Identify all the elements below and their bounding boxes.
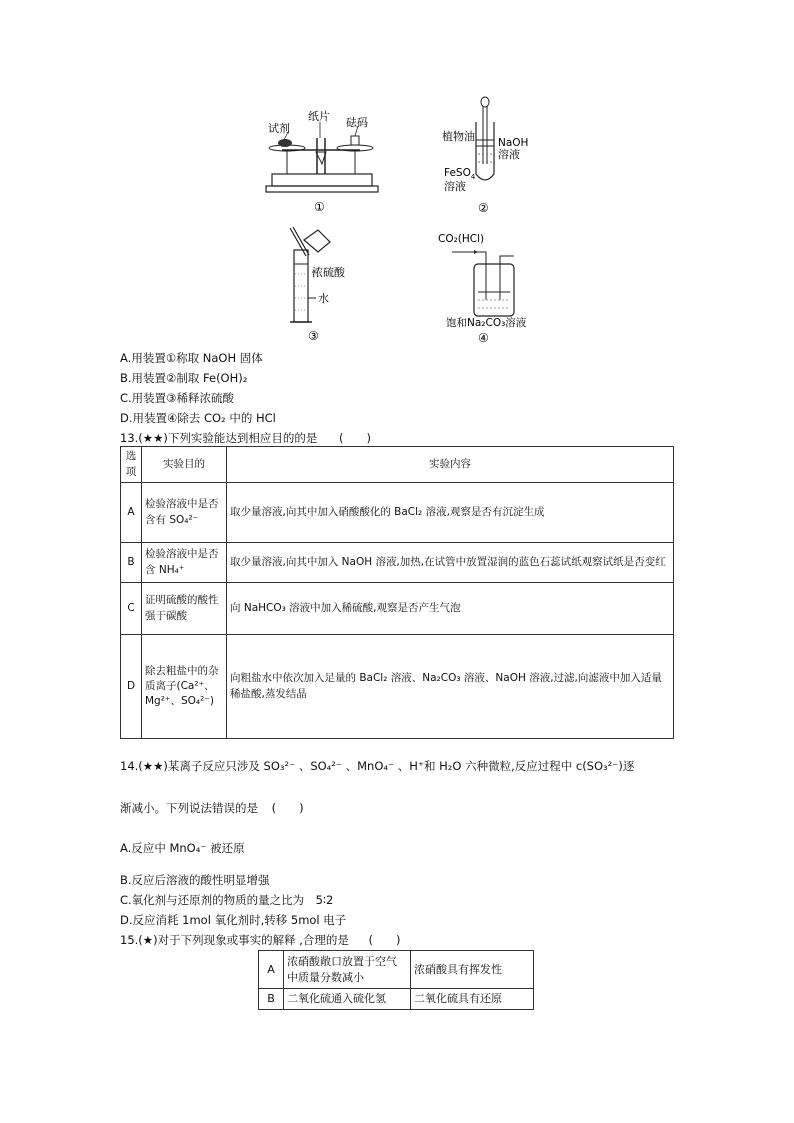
q12-option-b: B.用装置②制取 Fe(OH)₂ xyxy=(120,371,248,385)
q13-row-c-content: 向 NaHCO₃ 溶液中加入稀硫酸,观察是否产生气泡 xyxy=(227,583,674,635)
q13-title: 13.(★★)下列实验能达到相应目的的是 xyxy=(120,431,318,445)
q13-row-b-purpose: 检验溶液中是否含 NH₄⁺ xyxy=(142,543,227,583)
q13-row-d-content: 向粗盐水中依次加入足量的 BaCl₂ 溶液、Na₂CO₃ 溶液、NaOH 溶液,过滤,向滤液中加入适量稀盐酸,蒸发结晶 xyxy=(227,635,674,739)
q15-row-a-option: A xyxy=(259,951,284,989)
q13-row xyxy=(121,635,674,739)
label-naoh-1: NaOH xyxy=(498,137,529,149)
q13-header-purpose: 实验目的 xyxy=(142,447,227,483)
label-saturated-na2co3: 饱和Na₂CO₃溶液 xyxy=(446,317,527,329)
q14-option-d: D.反应消耗 1mol 氧化剂时,转移 5mol 电子 xyxy=(120,913,347,927)
figure-3-number: ③ xyxy=(308,329,319,343)
q15-blank: ( ) xyxy=(368,933,401,947)
figure-1-balance xyxy=(262,108,382,214)
q14-option-c: C.氧化剂与还原剂的物质的量之比为 5∶2 xyxy=(120,893,334,907)
q13-row-a-option: A xyxy=(121,483,142,543)
q13-row-c-purpose: 证明硫酸的酸性强于碳酸 xyxy=(142,583,227,635)
label-feso4-2: 溶液 xyxy=(444,180,466,193)
q14-option-a: A.反应中 MnO₄⁻ 被还原 xyxy=(120,841,245,855)
label-co2-hcl: CO₂(HCl) xyxy=(438,233,485,245)
q13-table xyxy=(120,446,674,739)
figure-2-number: ② xyxy=(478,201,489,215)
q13-blank: ( ) xyxy=(339,431,372,445)
q15-table xyxy=(258,950,534,1010)
q13-row-d-option: D xyxy=(121,635,142,739)
q14-stem-line-2 xyxy=(120,800,304,816)
figure-3-dilution xyxy=(282,224,392,346)
q13-row-d-purpose: 除去粗盐中的杂质离子(Ca²⁺、Mg²⁺、SO₄²⁻) xyxy=(142,635,227,739)
label-weights: 砝码 xyxy=(346,116,368,129)
figure-2-test-tube xyxy=(438,94,548,216)
q13-row-b-option: B xyxy=(121,543,142,583)
q15-row-b-fact: 二氧化硫通入硫化氢 xyxy=(284,989,411,1010)
q12-option-c: C.用装置③稀释浓硫酸 xyxy=(120,391,234,405)
q13-header-option: 选项 xyxy=(121,447,142,483)
q14-stem-line-1: 14.(★★)某离子反应只涉及 SO₃²⁻ 、SO₄²⁻ 、MnO₄⁻ 、H⁺和 H₂O 六种微粒,反应过程中 c(SO₃²⁻)逐 xyxy=(120,759,635,773)
label-paper: 纸片 xyxy=(308,110,330,123)
q15-row xyxy=(259,951,534,989)
label-feso4-1: FeSO$_4$ xyxy=(444,167,476,181)
q15-row-b-option: B xyxy=(259,989,284,1010)
label-reagent: 试剂 xyxy=(268,122,290,135)
q13-row xyxy=(121,543,674,583)
label-naoh-2: 溶液 xyxy=(498,148,520,161)
q14-option-b: B.反应后溶液的酸性明显增强 xyxy=(120,873,270,887)
q12-option-d: D.用装置④除去 CO₂ 中的 HCl xyxy=(120,411,276,425)
q13-header-content: 实验内容 xyxy=(227,447,674,483)
figure-1-number: ① xyxy=(314,200,325,214)
q15-stem xyxy=(120,932,401,948)
label-water: 水 xyxy=(318,292,329,305)
q12-option-a: A.用装置①称取 NaOH 固体 xyxy=(120,351,263,365)
figure-4-number: ④ xyxy=(478,331,489,345)
q13-row-a-purpose: 检验溶液中是否含有 SO₄²⁻ xyxy=(142,483,227,543)
q14-blank: ( ) xyxy=(271,801,304,815)
q13-row-a-content: 取少量溶液,向其中加入硝酸酸化的 BaCl₂ 溶液,观察是否有沉淀生成 xyxy=(227,483,674,543)
q13-row-c-option: C xyxy=(121,583,142,635)
label-oil: 植物油 xyxy=(442,130,475,143)
q15-row-a-fact: 浓硝酸敞口放置于空气中质量分数减小 xyxy=(284,951,411,989)
q13-stem xyxy=(120,430,371,446)
q14-stem-text: 渐减小。下列说法错误的是 xyxy=(120,801,258,815)
q13-row-b-content: 取少量溶液,向其中加入 NaOH 溶液,加热,在试管中放置湿润的蓝色石蕊试纸观察试纸是否变红 xyxy=(227,543,674,583)
label-conc-acid: 浓硫酸 xyxy=(312,266,345,279)
figure-4-gas-bottle xyxy=(438,230,548,346)
q13-row xyxy=(121,583,674,635)
q15-row xyxy=(259,989,534,1010)
q15-row-b-reason: 二氧化硫具有还原 xyxy=(411,989,534,1010)
q13-header-row xyxy=(121,447,674,483)
q15-row-a-reason: 浓硝酸具有挥发性 xyxy=(411,951,534,989)
q15-title: 15.(★)对于下列现象或事实的解释 ,合理的是 xyxy=(120,933,349,947)
q13-row xyxy=(121,483,674,543)
